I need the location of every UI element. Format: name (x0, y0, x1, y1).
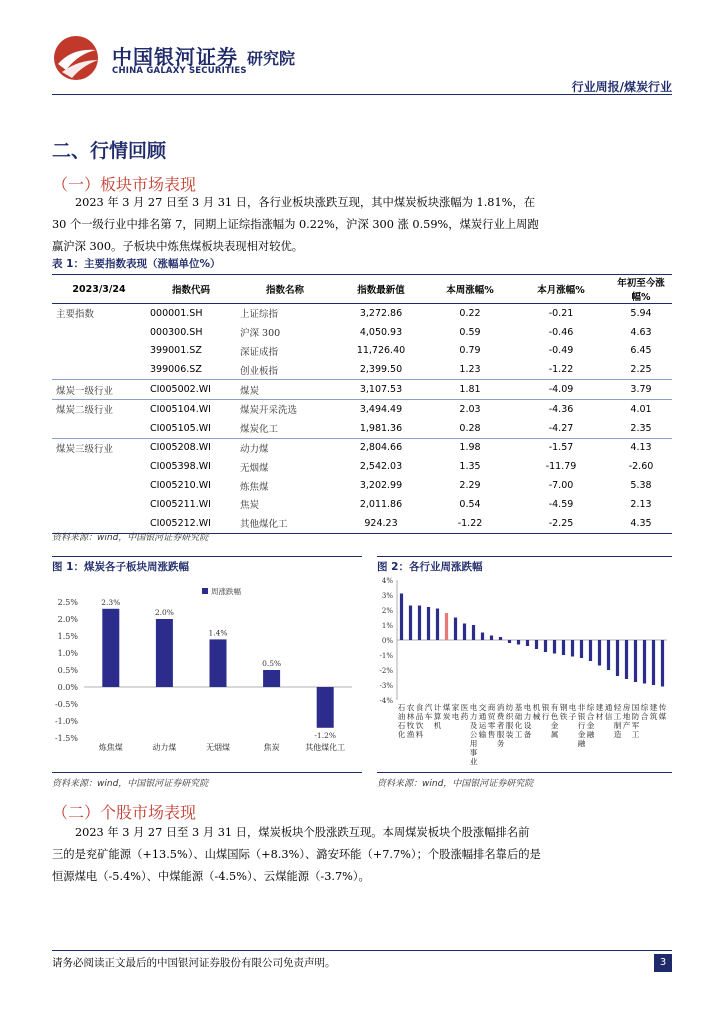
table-cell: CI005211.WI (150, 498, 211, 510)
table-row (52, 457, 672, 476)
table-cell: 煤炭三级行业 (52, 438, 146, 457)
x-tick-label: 通信 (604, 703, 613, 721)
table-cell: -0.49 (548, 345, 574, 357)
bar (643, 640, 646, 684)
table-cell: 924.23 (334, 514, 428, 533)
table-cell: 399006.SZ (150, 364, 202, 376)
table-cell: CI005104.WI (146, 399, 236, 418)
table-cell: 煤炭二级行业 (52, 399, 146, 418)
table-row (52, 342, 672, 361)
table-cell: CI005208.WI (146, 438, 236, 457)
table-cell: 4.13 (610, 438, 672, 457)
table-header-cell: 指数最新值 (334, 275, 428, 304)
table-cell: 4.63 (630, 326, 652, 338)
bar (553, 640, 556, 654)
y-tick-label: 1.5% (57, 632, 78, 641)
y-tick-label: 1.0% (57, 649, 78, 658)
table-cell: 2,804.66 (334, 438, 428, 457)
coal-subsector-chart (52, 576, 362, 772)
bar (472, 625, 475, 640)
table-cell: 2,542.03 (359, 461, 403, 473)
legend-swatch (202, 588, 208, 594)
table-cell: 000001.SH (150, 307, 203, 319)
subsection-title-stocks: （二）个股市场表现 (52, 803, 197, 822)
table-cell: 1.35 (459, 461, 481, 473)
table-cell: 1.23 (459, 364, 481, 376)
x-tick-label: 轻工制造 (613, 703, 622, 739)
bar (526, 640, 529, 646)
x-tick-label: 有色金属 (550, 703, 559, 739)
y-tick-label: 2.5% (57, 598, 78, 607)
y-tick-label: -3% (379, 682, 393, 690)
bar (400, 594, 403, 641)
paragraph-line: 赢沪深 300。子板块中炼焦煤板块表现相对较优。 (52, 240, 304, 253)
paragraph-line: 恒源煤电（-5.4%）、中煤能源（-4.5%）、云煤能源（-3.7%）。 (52, 870, 370, 883)
table-cell: 4.01 (610, 399, 672, 418)
table-cell: -1.22 (428, 514, 512, 533)
x-tick-label: 纺织服装 (505, 703, 514, 739)
x-tick-label: 石油石化 (397, 703, 406, 739)
table-cell: CI005398.WI (150, 461, 211, 473)
bar (616, 640, 619, 676)
bar-data-label: 0.5% (262, 659, 282, 668)
brand-name-cn: 中国银河证券 (112, 45, 238, 69)
bar (418, 606, 421, 641)
y-tick-label: 4% (381, 577, 393, 585)
table-cell: 创业板指 (240, 365, 279, 377)
bar (210, 639, 227, 687)
bar (481, 633, 484, 641)
table-cell: 2,399.50 (359, 364, 403, 376)
table-cell (52, 419, 146, 438)
table-cell: 000300.SH (150, 326, 203, 338)
x-tick-label: 房地产 (622, 703, 631, 730)
table-header-cell: 2023/3/24 (52, 275, 146, 304)
table-cell: 5.38 (630, 480, 652, 492)
paragraph-line: 30 个一级行业中排名第 7，同期上证综指涨幅为 0.22%，沪深 300 涨 0.59%，煤炭行业上周跑 (52, 218, 539, 231)
table-cell: 4.35 (610, 514, 672, 533)
x-tick-label: 焦炭 (263, 743, 280, 752)
bar (445, 613, 448, 640)
x-tick-label: 动力煤 (152, 743, 177, 752)
header-divider (52, 94, 672, 95)
table-cell: -2.25 (512, 514, 610, 533)
table-cell: -7.00 (548, 480, 574, 492)
table-cell: 1.81 (428, 380, 512, 400)
x-tick-label: 基础化工 (514, 703, 523, 739)
table-cell (52, 342, 146, 361)
table-cell: 2.03 (428, 399, 512, 418)
institute-label: 研究院 (247, 49, 296, 68)
galaxy-logo-icon (52, 34, 100, 82)
table-cell: 11,726.40 (356, 345, 406, 357)
table-cell: CI005210.WI (150, 480, 211, 492)
table-cell: 3,272.86 (359, 307, 403, 319)
bar (454, 618, 457, 641)
table-caption: 表 1：主要指数表现（涨幅单位%） (52, 258, 221, 270)
bar (634, 640, 637, 682)
bar (607, 640, 610, 670)
bar (535, 640, 538, 649)
figure2-bottom-rule (377, 772, 672, 773)
table-cell: 0.59 (459, 326, 481, 338)
x-tick-label: 炼焦煤 (98, 743, 123, 752)
table-cell (52, 476, 146, 495)
table-row (52, 304, 672, 323)
x-tick-label: 非银行金融 (577, 703, 586, 748)
bar-data-label: 2.3% (101, 597, 121, 607)
table-row (52, 323, 672, 342)
bar (263, 670, 280, 687)
x-tick-label: 消费者服务 (496, 703, 505, 748)
table-cell: CI005212.WI (146, 514, 236, 533)
table-cell: 煤炭一级行业 (52, 380, 146, 400)
table-cell: 0.54 (459, 498, 481, 510)
bar (436, 609, 439, 641)
x-tick-label: 汽车 (424, 703, 433, 721)
table-header-cell: 指数名称 (236, 275, 334, 304)
table-cell: -1.57 (512, 438, 610, 457)
table-cell (52, 360, 146, 379)
table-cell: 0.28 (459, 422, 481, 434)
x-tick-label: 综合 (640, 703, 649, 721)
y-tick-label: 0.5% (57, 666, 78, 675)
bar (490, 636, 493, 641)
table-cell: 炼焦煤 (240, 481, 269, 493)
table-header-row (52, 275, 672, 304)
table-cell: CI005002.WI (146, 380, 236, 400)
x-tick-label: 商贸零售 (487, 703, 496, 739)
table-row (52, 380, 672, 400)
y-tick-label: 2.0% (57, 615, 78, 624)
figure2-caption: 图 2：各行业周涨跌幅 (377, 561, 483, 573)
table-header-cell: 本月涨幅% (512, 275, 610, 304)
table-header-cell: 本周涨幅% (428, 275, 512, 304)
table-cell: 0.22 (459, 307, 481, 319)
table-cell: 煤炭开采洗选 (236, 399, 334, 418)
x-tick-label: 医药 (460, 703, 469, 721)
table-cell (52, 457, 146, 476)
table-cell: 其他煤化工 (236, 514, 334, 533)
brand-name-en: CHINA GALAXY SECURITIES (112, 66, 247, 76)
report-type-label: 行业周报/煤炭行业 (571, 80, 672, 94)
x-tick-label: 农林牧渔 (406, 703, 415, 739)
paragraph-line: 2023 年 3 月 27 日至 3 月 31 日，各行业板块涨跌互现，其中煤炭板块涨幅为 1.81%，在 (75, 196, 535, 209)
table-cell: -0.21 (548, 307, 574, 319)
table-row (52, 495, 672, 514)
table-cell: 3,107.53 (334, 380, 428, 400)
bar (562, 640, 565, 655)
legend-label: 周涨跌幅 (211, 587, 241, 596)
bar (598, 640, 601, 666)
table-row (52, 476, 672, 495)
table-cell: 2.35 (630, 422, 652, 434)
y-tick-label: 2% (381, 607, 393, 615)
x-tick-label: 机械 (532, 703, 541, 721)
x-tick-label: 建材 (595, 703, 604, 721)
industry-weekly-chart (377, 576, 672, 772)
x-tick-label: 电力设备 (523, 703, 532, 739)
table-cell (52, 323, 146, 342)
table-cell: 煤炭化工 (240, 424, 279, 436)
disclaimer-note: 请务必阅读正文最后的中国银河证券股份有限公司免责声明。 (52, 957, 336, 969)
table-cell: 1.98 (428, 438, 512, 457)
figure1-caption: 图 1：煤炭各子板块周涨跌幅 (52, 561, 189, 573)
table-cell: -4.59 (548, 498, 574, 510)
x-tick-label: 钢铁 (559, 703, 568, 721)
y-tick-label: 1% (381, 622, 393, 630)
bar (517, 640, 520, 645)
table-cell: 0.79 (459, 345, 481, 357)
table-cell: 2.13 (630, 498, 652, 510)
table-row (52, 399, 672, 418)
index-performance-table (52, 274, 672, 534)
x-tick-label: 食品饮料 (415, 703, 424, 739)
table-row (52, 419, 672, 438)
table-cell (52, 495, 146, 514)
y-tick-label: -1% (379, 652, 393, 660)
table-cell: -4.36 (512, 399, 610, 418)
table-cell: 399001.SZ (150, 345, 202, 357)
page-number: 3 (654, 954, 672, 972)
bar (499, 637, 502, 640)
bar (409, 606, 412, 641)
y-tick-label: 0.0% (57, 683, 78, 692)
y-tick-label: -2% (379, 667, 393, 675)
table-source: 资料来源：wind，中国银河证券研究院 (52, 533, 209, 543)
x-tick-label: 建筑 (649, 703, 658, 721)
table-header-cell: 指数代码 (146, 275, 236, 304)
table-cell: 3,494.49 (334, 399, 428, 418)
table-cell: 3,202.99 (359, 480, 403, 492)
bar-data-label: -1.2% (314, 730, 336, 740)
bar (156, 619, 173, 687)
table-row (52, 438, 672, 457)
x-tick-label: 电力及公用事业 (469, 703, 478, 766)
y-tick-label: 3% (381, 592, 393, 600)
bar (463, 624, 466, 641)
x-tick-label: 无烟煤 (206, 743, 230, 752)
x-tick-label: 国防军工 (631, 703, 640, 739)
figure1-source: 资料来源：wind，中国银河证券研究院 (52, 779, 209, 789)
y-tick-label: -1.0% (54, 717, 78, 726)
x-tick-label: 煤炭 (442, 703, 451, 721)
x-tick-label: 交通运输 (478, 703, 487, 739)
x-tick-label: 电子 (568, 703, 577, 721)
table-cell: 1,981.36 (359, 422, 403, 434)
x-tick-label: 银行 (541, 703, 550, 721)
table-cell: 焦炭 (240, 500, 260, 512)
table-cell: 4,050.93 (359, 326, 403, 338)
table-cell: 2,011.86 (359, 498, 403, 510)
bar (544, 640, 547, 652)
table-row (52, 360, 672, 379)
x-tick-label: 传媒 (658, 703, 667, 721)
paragraph-line: 三的是兖矿能源（+13.5%）、山煤国际（+8.3%）、潞安环能（+7.7%）；个股涨幅排名靠后的是 (52, 848, 541, 861)
table-header-cell: 年初至今涨幅% (610, 275, 672, 304)
table-cell: -4.27 (548, 422, 574, 434)
x-tick-label: 家电 (451, 703, 460, 721)
x-tick-label: 计算机 (433, 703, 442, 730)
section-title: 二、行情回顾 (52, 140, 167, 162)
table-cell: 沪深 300 (240, 328, 281, 340)
table-cell: 6.45 (630, 345, 652, 357)
table-cell: 煤炭 (236, 380, 334, 400)
table-cell: 5.94 (630, 307, 652, 319)
table-cell: 3.79 (610, 380, 672, 400)
bar (508, 640, 511, 643)
bar (102, 609, 119, 687)
y-tick-label: -0.5% (54, 700, 78, 709)
bar (652, 640, 655, 685)
bar-data-label: 2.0% (154, 608, 174, 617)
bar (571, 640, 574, 657)
figure2-top-rule (377, 556, 672, 557)
table-cell: -4.09 (512, 380, 610, 400)
figure1-top-rule (52, 556, 362, 557)
table-cell: CI005105.WI (150, 422, 211, 434)
table-cell: -1.22 (548, 364, 574, 376)
table-cell: 动力煤 (236, 438, 334, 457)
figure2-source: 资料来源：wind，中国银河证券研究院 (377, 779, 534, 789)
y-tick-label: -4% (379, 697, 393, 705)
table-cell: -2.60 (628, 461, 654, 473)
table-cell: 上证综指 (240, 309, 279, 321)
table-cell: -11.79 (545, 461, 577, 473)
footer-divider (52, 950, 672, 951)
table-cell: 主要指数 (56, 309, 95, 321)
table-cell: 无烟煤 (240, 462, 269, 474)
table-cell: -0.46 (548, 326, 574, 338)
x-tick-label: 综合金融 (586, 703, 595, 739)
bar (661, 640, 664, 687)
x-tick-label: 其他煤化工 (305, 743, 346, 752)
bar (317, 687, 334, 728)
y-tick-label: 0% (381, 637, 393, 645)
subsection-title-market: （一）板块市场表现 (52, 175, 197, 194)
bar (625, 640, 628, 679)
bar (580, 640, 583, 658)
bar (427, 607, 430, 640)
paragraph-stock-summary (52, 822, 672, 888)
table-cell: 2.29 (459, 480, 481, 492)
paragraph-line: 2023 年 3 月 27 日至 3 月 31 日，煤炭板块个股涨跌互现。本周煤炭板块个股涨幅排名前 (75, 826, 530, 839)
table-cell: 2.25 (630, 364, 652, 376)
figure1-bottom-rule (52, 772, 362, 773)
bar-data-label: 1.4% (208, 628, 228, 638)
paragraph-market-summary (52, 192, 672, 258)
table-cell: 深证成指 (240, 346, 279, 358)
bar (589, 640, 592, 661)
y-tick-label: -1.5% (54, 734, 78, 743)
